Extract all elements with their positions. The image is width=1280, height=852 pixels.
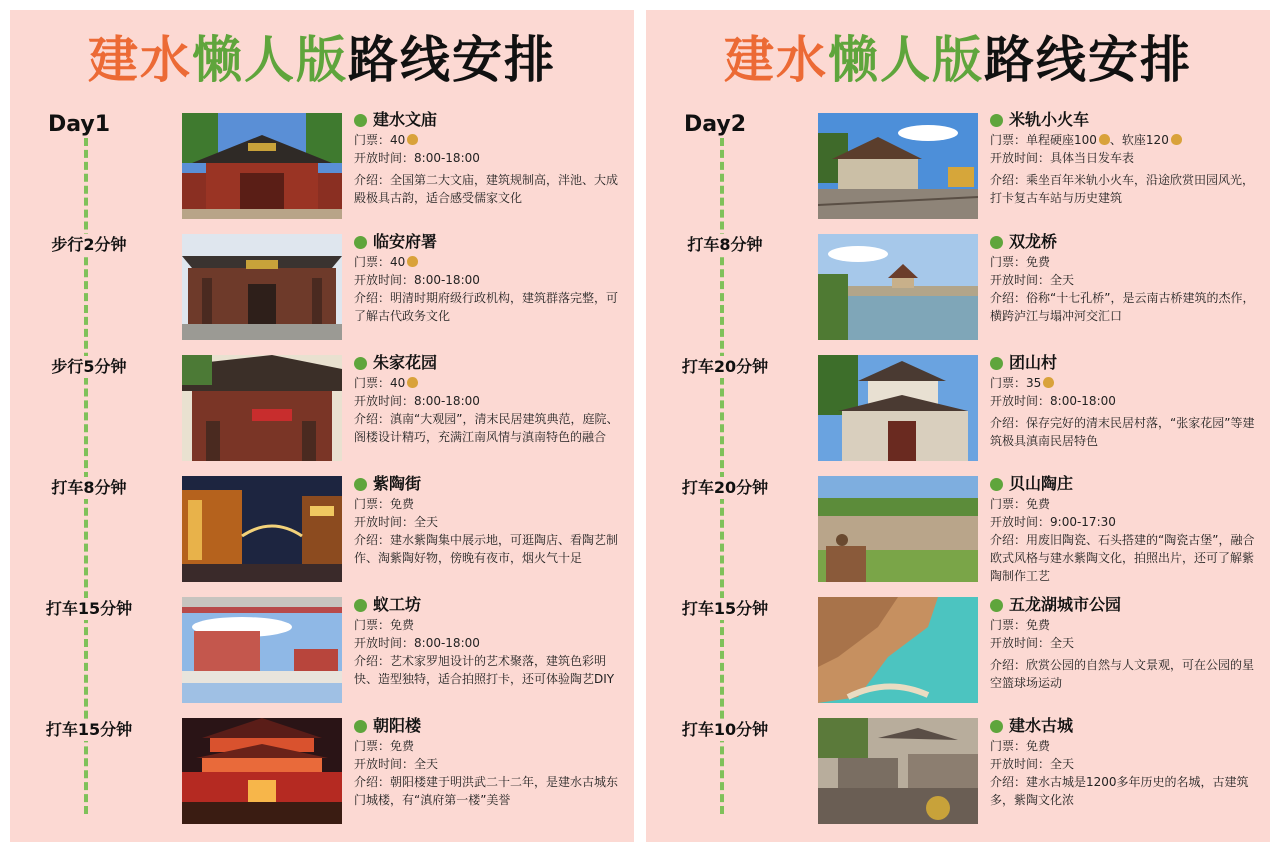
jianshui-old-town-photo [818, 718, 978, 824]
ticket-price: 免费 [390, 618, 415, 632]
stop-name: 米轨小火车 [1009, 110, 1090, 129]
transport-label: 打车8分钟 [24, 477, 154, 499]
day2-panel [646, 10, 1270, 842]
stop-intro: 保存完好的清末民居村落，“张家花园”等建筑极具滇南民居特色 [990, 416, 1255, 448]
opening-hours: 8:00-18:00 [1050, 394, 1116, 408]
stop-intro: 明清时期府级行政机构，建筑群落完整，可了解古代政务文化 [354, 291, 619, 323]
transport-label: 打车15分钟 [660, 598, 790, 620]
ticket-price: 免费 [390, 497, 415, 511]
stop-name: 蚁工坊 [373, 595, 422, 614]
bullet-dot [990, 478, 1003, 491]
transport-label: 步行2分钟 [24, 234, 154, 256]
zhujia-garden-photo [182, 355, 342, 461]
bullet-dot [354, 357, 367, 370]
ticket-price: 免费 [1026, 739, 1051, 753]
bullet-dot [990, 720, 1003, 733]
transport-label: 打车20分钟 [660, 477, 790, 499]
ticket-price: 免费 [1026, 255, 1051, 269]
ticket-price-soft: 、软座120 [1109, 133, 1169, 147]
opening-hours: 8:00-18:00 [414, 151, 480, 165]
opening-hours: 9:00-17:30 [1050, 515, 1116, 529]
stop-intro: 朝阳楼建于明洪武二十二年，是建水古城东门城楼，有“滇府第一楼”美誉 [354, 775, 619, 807]
linan-fushu-photo [182, 234, 342, 340]
bullet-dot [990, 114, 1003, 127]
opening-hours: 具体当日发车表 [1050, 151, 1135, 165]
transport-label: 打车10分钟 [660, 719, 790, 741]
opening-hours: 全天 [1050, 757, 1075, 771]
stop-beishan-taozhuang: 贝山陶庄 门票：免费 开放时间：9:00-17:30 介绍：用废旧陶瓷、石头搭建的“陶瓷古堡”，融合欧式风格与建水紫陶文化，拍照出片，还可了解紫陶制作工艺 [990, 474, 1255, 583]
shuanglong-bridge-photo [818, 234, 978, 340]
bullet-dot [354, 114, 367, 127]
stop-name: 建水古城 [1009, 716, 1074, 735]
stop-intro: 滇南“大观园”，清末民居建筑典范，庭院、阁楼设计精巧，充满江南风情与滇南特色的融合 [354, 412, 619, 444]
chaoyang-tower-photo [182, 718, 342, 824]
stop-intro: 乘坐百年米轨小火车，沿途欣赏田园风光，打卡复古车站与历史建筑 [990, 173, 1255, 205]
stop-name: 朱家花园 [373, 353, 438, 372]
stop-name: 五龙湖城市公园 [1009, 595, 1122, 614]
ticket-price: 40 [390, 376, 406, 390]
ticket-price: 免费 [1026, 497, 1051, 511]
stop-yigongfang: 蚁工坊 门票：免费 开放时间：8:00-18:00 介绍：艺术家罗旭设计的艺术聚落，建筑色彩明快、造型独特，适合拍照打卡，还可体验陶艺DIY [354, 595, 615, 686]
stop-name: 贝山陶庄 [1009, 474, 1074, 493]
stop-intro: 建水古城是1200多年历史的名城，古建筑多，紫陶文化浓 [990, 775, 1249, 807]
bullet-dot [990, 357, 1003, 370]
ticket-price: 免费 [1026, 618, 1051, 632]
money-bag-icon [1171, 134, 1182, 145]
ticket-price: 免费 [390, 739, 415, 753]
stop-zitao-street: 紫陶街 门票：免费 开放时间：全天 介绍：建水紫陶集中展示地，可逛陶店、看陶艺制作、淘紫陶好物，傍晚有夜市，烟火气十足 [354, 474, 619, 565]
stop-mi-rail-train: 米轨小火车 门票：单程硬座100 、软座120 开放时间：具体当日发车表 介绍：乘坐百年米轨小火车，沿途欣赏田园风光，打卡复古车站与历史建筑 [990, 110, 1255, 205]
opening-hours: 全天 [1050, 636, 1075, 650]
money-bag-icon [1043, 377, 1054, 388]
opening-hours: 全天 [414, 757, 439, 771]
yigongfang-photo [182, 597, 342, 703]
page-title: 建水懒人版路线安排 [88, 31, 556, 89]
stop-intro: 俗称“十七孔桥”，是云南古桥建筑的杰作，横跨泸江与塌冲河交汇口 [990, 291, 1255, 323]
wulong-lake-park-photo [818, 597, 978, 703]
ticket-price: 单程硬座100 [1026, 133, 1097, 147]
stop-name: 临安府署 [373, 232, 438, 251]
money-bag-icon [407, 134, 418, 145]
stop-intro: 建水紫陶集中展示地，可逛陶店、看陶艺制作、淘紫陶好物，傍晚有夜市，烟火气十足 [354, 533, 619, 565]
page-title: 建水懒人版路线安排 [724, 31, 1192, 89]
stop-tuanshan-village: 团山村 门票：35 开放时间：8:00-18:00 介绍：保存完好的清末民居村落，“张家花园”等建筑极具滇南民居特色 [990, 353, 1255, 448]
opening-hours: 全天 [414, 515, 439, 529]
stop-linan-fushu: 临安府署 门票：40 开放时间：8:00-18:00 介绍：明清时期府级行政机构，建筑群落完整，可了解古代政务文化 [354, 232, 619, 323]
bullet-dot [354, 478, 367, 491]
day-label: Day2 [684, 112, 747, 137]
bullet-dot [354, 236, 367, 249]
ticket-price: 40 [390, 255, 406, 269]
money-bag-icon [1099, 134, 1110, 145]
bullet-dot [990, 599, 1003, 612]
stop-intro: 用废旧陶瓷、石头搭建的“陶瓷古堡”，融合欧式风格与建水紫陶文化，拍照出片，还可了解紫陶制作工艺 [990, 533, 1255, 583]
ticket-price: 35 [1026, 376, 1042, 390]
transport-label: 打车15分钟 [24, 719, 154, 741]
day1-panel [10, 10, 634, 842]
stop-chaoyang-tower: 朝阳楼 门票：免费 开放时间：全天 介绍：朝阳楼建于明洪武二十二年，是建水古城东门城楼，有“滇府第一楼”美誉 [354, 716, 619, 807]
opening-hours: 8:00-18:00 [414, 273, 480, 287]
stop-shuanglong-bridge: 双龙桥 门票：免费 开放时间：全天 介绍：俗称“十七孔桥”，是云南古桥建筑的杰作，横跨泸江与塌冲河交汇口 [990, 232, 1255, 323]
opening-hours: 全天 [1050, 273, 1075, 287]
stop-wenmiao: 建水文庙 门票：40 开放时间：8:00-18:00 介绍：全国第二大文庙，建筑规制高，泮池、大成殿极具古韵，适合感受儒家文化 [354, 110, 619, 205]
stop-jianshui-old-town: 建水古城 门票：免费 开放时间：全天 介绍：建水古城是1200多年历史的名城，古建筑多，紫陶文化浓 [990, 716, 1249, 807]
stop-intro: 艺术家罗旭设计的艺术聚落，建筑色彩明快、造型独特，适合拍照打卡，还可体验陶艺DIY [354, 654, 615, 686]
stop-zhujia-garden: 朱家花园 门票：40 开放时间：8:00-18:00 介绍：滇南“大观园”，清末民居建筑典范，庭院、阁楼设计精巧，充满江南风情与滇南特色的融合 [354, 353, 619, 444]
stop-name: 紫陶街 [373, 474, 422, 493]
wenmiao-photo [182, 113, 342, 219]
stop-name: 团山村 [1009, 353, 1058, 372]
opening-hours: 8:00-18:00 [414, 636, 480, 650]
opening-hours: 8:00-18:00 [414, 394, 480, 408]
money-bag-icon [407, 256, 418, 267]
transport-label: 步行5分钟 [24, 356, 154, 378]
stop-name: 朝阳楼 [373, 716, 422, 735]
tuanshan-village-photo [818, 355, 978, 461]
transport-label: 打车15分钟 [24, 598, 154, 620]
stop-name: 双龙桥 [1009, 232, 1058, 251]
day-label: Day1 [48, 112, 111, 137]
mi-rail-train-photo [818, 113, 978, 219]
bullet-dot [354, 599, 367, 612]
stop-wulong-lake-park: 五龙湖城市公园 门票：免费 开放时间：全天 介绍：欣赏公园的自然与人文景观，可在公园的星空篮球场运动 [990, 595, 1255, 690]
beishan-taozhuang-photo [818, 476, 978, 582]
bullet-dot [354, 720, 367, 733]
bullet-dot [990, 236, 1003, 249]
transport-label: 打车8分钟 [660, 234, 790, 256]
money-bag-icon [407, 377, 418, 388]
stop-name: 建水文庙 [373, 110, 438, 129]
stop-intro: 欣赏公园的自然与人文景观，可在公园的星空篮球场运动 [990, 658, 1255, 690]
zitao-street-photo [182, 476, 342, 582]
stop-intro: 全国第二大文庙，建筑规制高，泮池、大成殿极具古韵，适合感受儒家文化 [354, 173, 619, 205]
transport-label: 打车20分钟 [660, 356, 790, 378]
ticket-price: 40 [390, 133, 406, 147]
